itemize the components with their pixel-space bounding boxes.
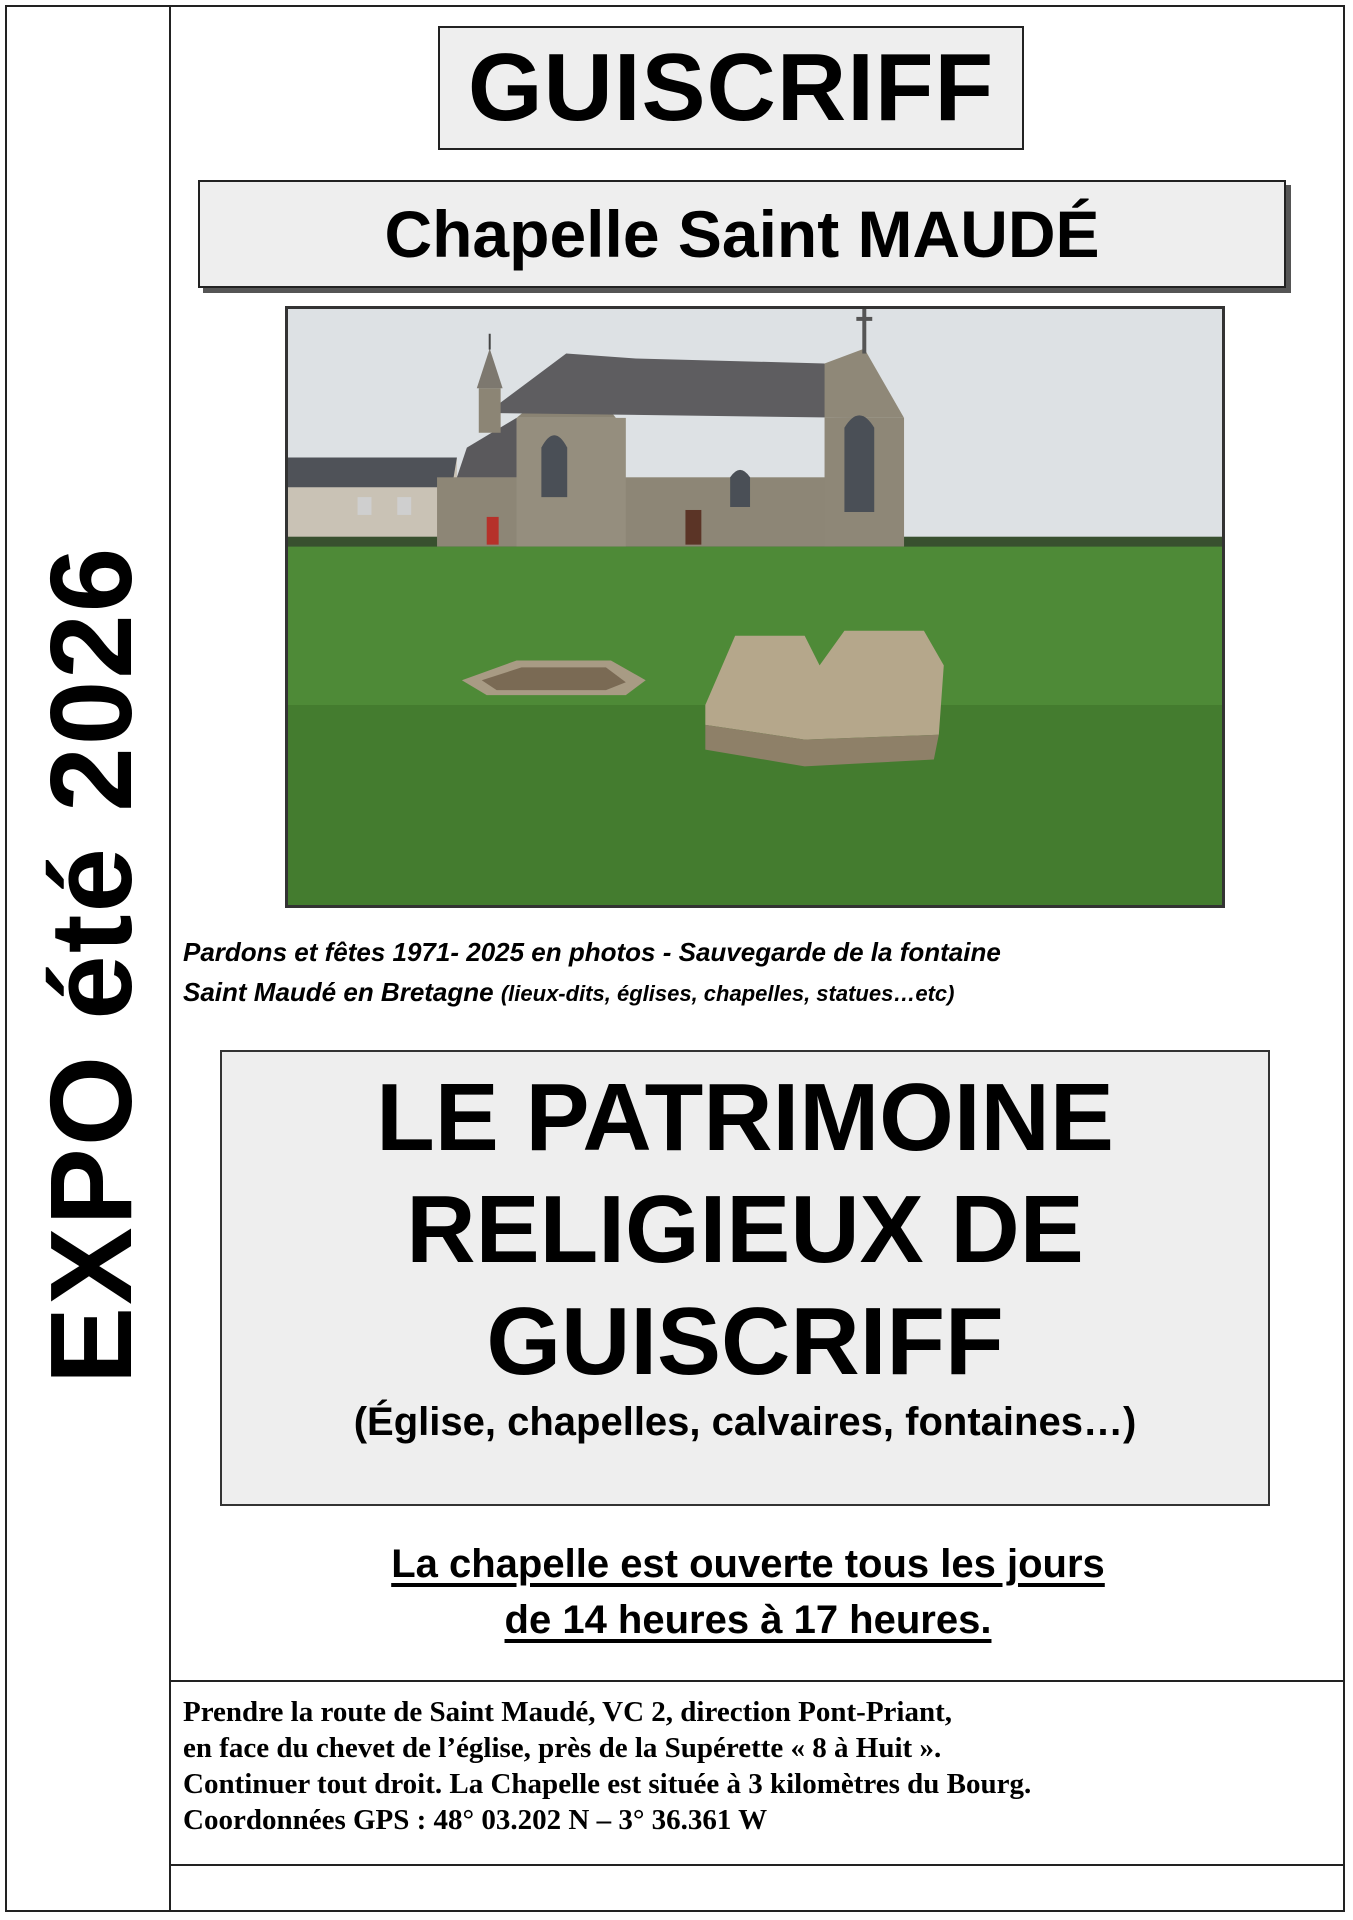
main-heading-box <box>220 1050 1270 1506</box>
caption-line-2-main: Saint Maudé en Bretagne <box>183 977 501 1007</box>
directions-line-1: Prendre la route de Saint Maudé, VC 2, direction Pont-Priant, <box>183 1696 953 1728</box>
page-subtitle: Chapelle Saint MAUDÉ <box>384 197 1100 271</box>
caption <box>183 932 1313 1014</box>
main-heading-subtext: (Église, chapelles, calvaires, fontaines…) <box>353 1400 1137 1444</box>
caption-line-2 <box>183 972 1313 1014</box>
directions-line-3: Continuer tout droit. La Chapelle est située à 3 kilomètres du Bourg. <box>183 1768 1032 1800</box>
page-title: GUISCRIFF <box>467 34 995 141</box>
caption-line-2-small: (lieux-dits, églises, chapelles, statues…etc) <box>500 981 955 1006</box>
divider-top <box>171 1680 1343 1682</box>
main-heading-line-1: LE PATRIMOINE <box>376 1064 1114 1171</box>
directions-line-4: Coordonnées GPS : 48° 03.202 N – 3° 36.361 W <box>183 1804 768 1836</box>
chapel-photo <box>285 306 1225 908</box>
divider-bottom <box>171 1864 1343 1866</box>
opening-hours <box>183 1536 1313 1648</box>
main-heading-line-3: GUISCRIFF <box>486 1288 1004 1395</box>
directions <box>183 1694 1323 1838</box>
main-heading-line-2: RELIGIEUX DE <box>406 1176 1084 1283</box>
directions-line-2: en face du chevet de l’église, près de la Supérette « 8 à Huit ». <box>183 1732 942 1764</box>
opening-hours-line-2: de 14 heures à 17 heures. <box>504 1598 992 1642</box>
chapel-photo-illustration <box>288 309 1222 905</box>
sidebar <box>5 5 171 1912</box>
title-box <box>438 26 1024 150</box>
opening-hours-line-1: La chapelle est ouverte tous les jours <box>391 1542 1105 1586</box>
vertical-expo-title: EXPO été 2026 <box>26 545 156 1385</box>
caption-line-1: Pardons et fêtes 1971- 2025 en photos - Sauvegarde de la fontaine <box>183 937 1001 967</box>
subtitle-box <box>198 180 1286 288</box>
